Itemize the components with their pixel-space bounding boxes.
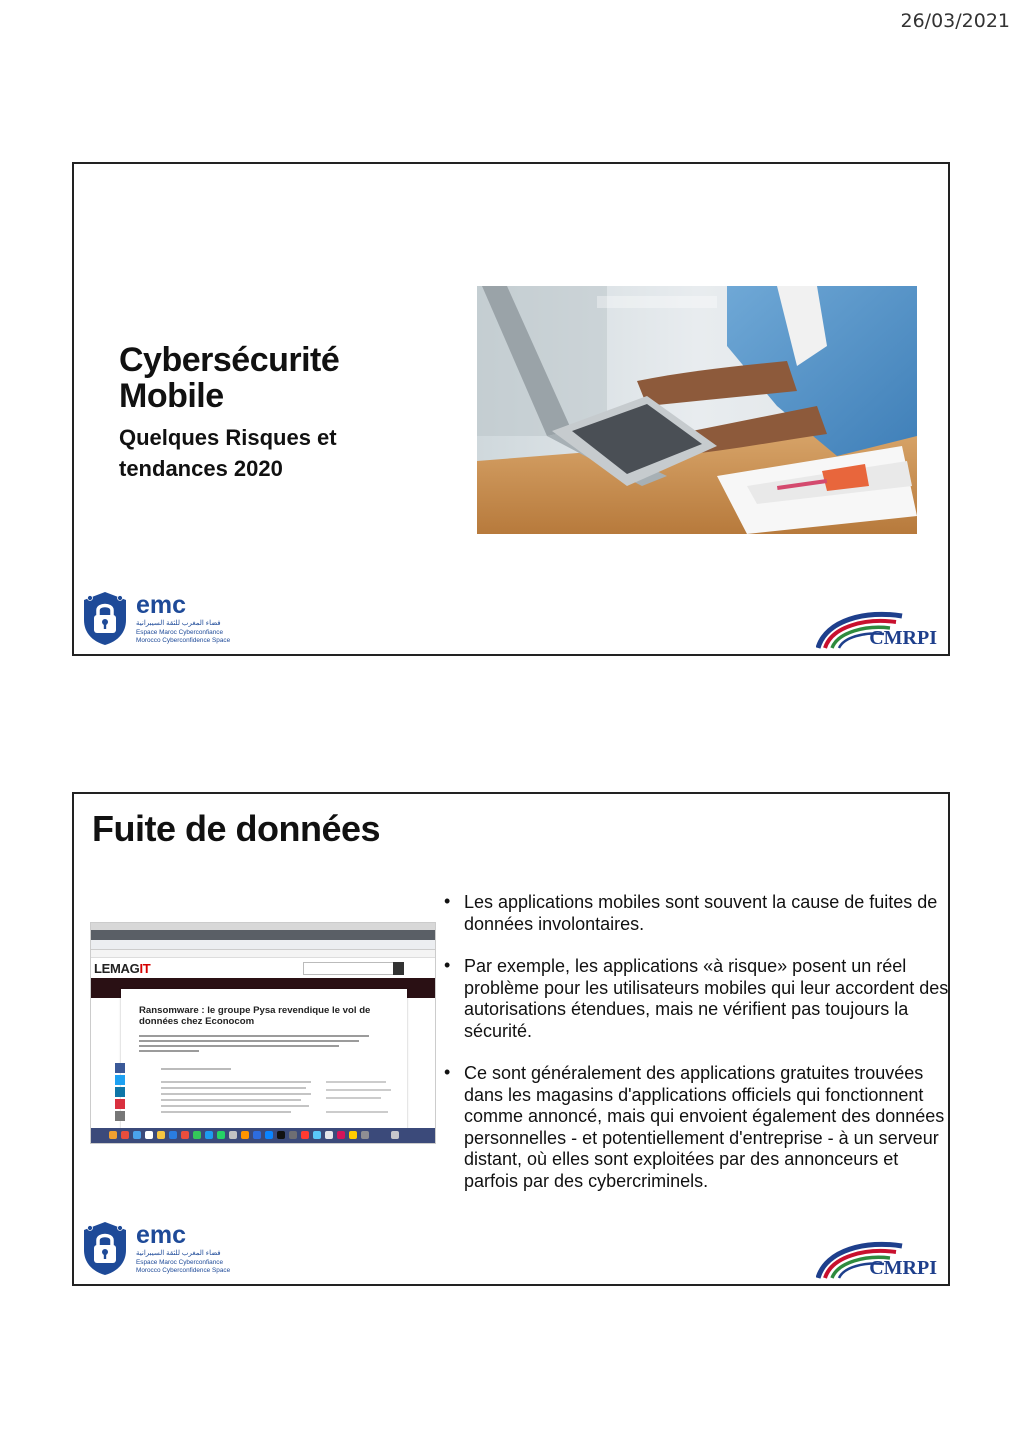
dock-app-icon [361,1131,369,1139]
bullet-list [442,892,952,1213]
text-line [161,1111,291,1113]
screenshot-search-icon [393,962,404,975]
text-line [139,1040,359,1042]
text-line [161,1093,311,1095]
slide-2-title: Fuite de données [92,808,381,849]
dock-app-icon [145,1131,153,1139]
screenshot-site-header [91,958,435,979]
text-line [139,1050,199,1052]
dock-app-icon [229,1131,237,1139]
facebook-icon [115,1063,125,1073]
dock-app-icon [241,1131,249,1139]
sidebar-line [326,1111,388,1113]
twitter-icon [115,1075,125,1085]
slide-2 [72,792,950,1286]
slide-1-subtitle: Quelques Risques et tendances 2020 [119,425,337,481]
sidebar-line [326,1081,386,1083]
screenshot-bookmarks [91,950,435,958]
emc-french-name: Espace Maroc Cyberconfiance [136,1259,224,1266]
bullet-dot-icon: • [444,1062,451,1082]
slide-1-title: Cybersécurité Mobile [119,341,340,415]
author-line [161,1068,231,1070]
sidebar-line [326,1089,391,1091]
screenshot-article-card [121,989,407,1129]
dock-app-icon [301,1131,309,1139]
linkedin-icon [115,1087,125,1097]
bullet-dot-icon: • [444,891,451,911]
cmrpi-logo [816,1238,940,1280]
dock-app-icon [133,1131,141,1139]
screenshot-dock [91,1128,435,1143]
emc-logo [80,1220,240,1278]
screenshot-urlbar [91,940,435,950]
emc-english-name: Morocco Cyberconfidence Space [136,637,231,644]
dock-app-icon [349,1131,357,1139]
emc-logo-text: emc [136,591,187,619]
email-icon [115,1111,125,1121]
dock-app-icon [109,1131,117,1139]
screenshot-headline: Ransomware : le groupe Pysa revendique le vol de données chez Econocom [139,1005,371,1027]
lemagit-article-screenshot [90,922,436,1144]
dock-app-icon [337,1131,345,1139]
dock-app-icon [121,1131,129,1139]
cmrpi-logo [816,608,940,650]
bullet-dot-icon: • [444,955,451,975]
padlock-shield-icon [80,1220,130,1276]
emc-logo [80,590,240,648]
dock-app-icon [193,1131,201,1139]
dock-app-icon [289,1131,297,1139]
bullet-item: • Par exemple, les applications «à risque» posent un réel problème pour les utilisateurs mobiles qui leur accordent des autorisations étendues, mais ne vérifient pas toujours la sécurité. [444,955,949,1041]
cmrpi-logo-text: CMRPI [869,627,937,649]
bullet-item: • Les applications mobiles sont souvent la cause de fuites de données involontaires. [444,891,938,934]
emc-english-name: Morocco Cyberconfidence Space [136,1267,231,1274]
screenshot-search-field [303,962,395,975]
dock-app-icon [253,1131,261,1139]
emc-arabic-name: فضاء المغرب للثقة السيبرانية [136,1250,221,1257]
screenshot-tabbar [91,930,435,940]
sidebar-line [326,1097,381,1099]
padlock-shield-icon [80,590,130,646]
emc-arabic-name: فضاء المغرب للثقة السيبرانية [136,620,221,627]
lemagit-brand: LEMAGIT [94,961,151,976]
dock-app-icon [217,1131,225,1139]
dock-app-icon [169,1131,177,1139]
bullet-item: • Ce sont généralement des applications gratuites trouvées dans les magasins d'applications officiels qui fonctionnent comme annoncé, mais qui envoient également des données personnelles - et potentiellement d'entreprise - à un serveur distant, où elles sont exploitées par des annonceurs et parfois par des cybercriminels. [444,1062,945,1191]
text-line [161,1105,309,1107]
flipboard-icon [115,1099,125,1109]
text-line [139,1035,369,1037]
screenshot-menubar [91,923,435,930]
dock-app-icon [277,1131,285,1139]
text-line [139,1045,339,1047]
cmrpi-logo-text: CMRPI [869,1257,937,1279]
dock-app-icon [157,1131,165,1139]
laptop-typing-photo [477,286,917,534]
dock-app-icon [313,1131,321,1139]
dock-app-icon [205,1131,213,1139]
slide-1 [72,162,950,656]
emc-logo-text: emc [136,1221,187,1249]
trash-icon [391,1131,399,1139]
text-line [161,1081,311,1083]
text-line [161,1099,301,1101]
dock-app-icon [181,1131,189,1139]
dock-app-icon [325,1131,333,1139]
text-line [161,1087,306,1089]
dock-app-icon [265,1131,273,1139]
document-date: 26/03/2021 [900,10,1010,32]
emc-french-name: Espace Maroc Cyberconfiance [136,629,224,636]
